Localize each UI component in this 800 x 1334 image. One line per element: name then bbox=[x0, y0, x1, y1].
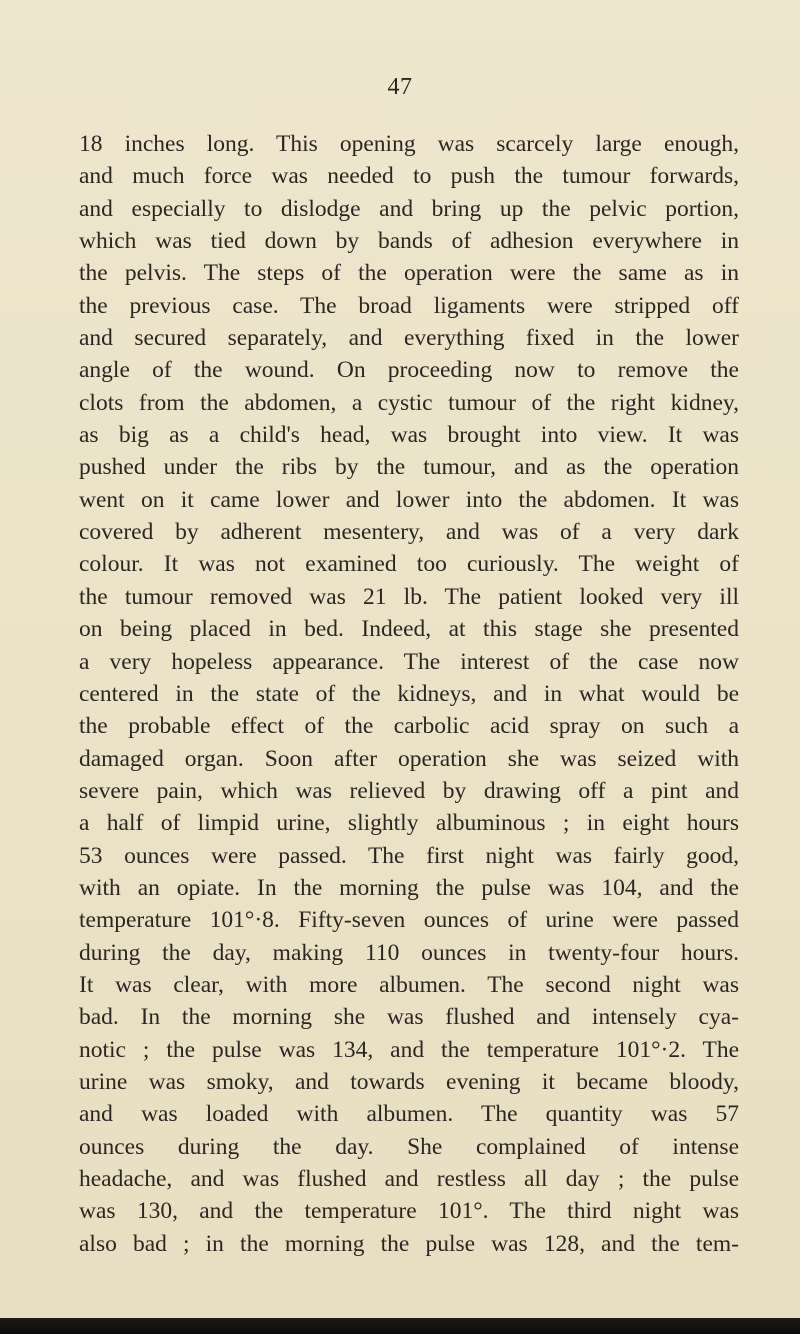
text-line: a very hopeless appearance. The interest of the case now bbox=[79, 648, 739, 675]
text-line: went on it came lower and lower into the abdomen. It was bbox=[79, 486, 739, 513]
text-line: urine was smoky, and towards evening it became bloody, bbox=[79, 1068, 739, 1095]
text-line: damaged organ. Soon after operation she was seized with bbox=[79, 745, 739, 772]
text-line: the pelvis. The steps of the operation were the same as in bbox=[79, 260, 739, 287]
text-line: centered in the state of the kidneys, and in what would be bbox=[79, 680, 739, 707]
text-line: also bad ; in the morning the pulse was 128, and the tem- bbox=[79, 1230, 739, 1257]
text-line: colour. It was not examined too curiously. The weight of bbox=[79, 551, 739, 578]
text-line: ounces during the day. She complained of intense bbox=[79, 1133, 739, 1160]
text-line: was 130, and the temperature 101°. The third night was bbox=[79, 1198, 739, 1225]
text-line: on being placed in bed. Indeed, at this stage she presented bbox=[79, 616, 739, 643]
body-text bbox=[79, 128, 739, 1260]
text-line: covered by adherent mesentery, and was of a very dark bbox=[79, 519, 739, 546]
text-line: angle of the wound. On proceeding now to remove the bbox=[79, 357, 739, 384]
text-line: during the day, making 110 ounces in twenty-four hours. bbox=[79, 939, 739, 966]
text-line: and secured separately, and everything fixed in the lower bbox=[79, 325, 739, 352]
text-line: severe pain, which was relieved by drawing off a pint and bbox=[79, 777, 739, 804]
text-line: with an opiate. In the morning the pulse was 104, and the bbox=[79, 874, 739, 901]
text-line: and was loaded with albumen. The quantity was 57 bbox=[79, 1101, 739, 1128]
text-line: and especially to dislodge and bring up the pelvic portion, bbox=[79, 195, 739, 222]
text-line: headache, and was flushed and restless all day ; the pulse bbox=[79, 1166, 739, 1192]
text-line: the probable effect of the carbolic acid spray on such a bbox=[79, 713, 739, 740]
page-bottom-edge bbox=[0, 1318, 800, 1334]
text-line: and much force was needed to push the tumour forwards, bbox=[79, 163, 739, 190]
text-line: a half of limpid urine, slightly albuminous ; in eight hours bbox=[79, 810, 739, 837]
page-number: 47 bbox=[387, 74, 413, 100]
text-line: pushed under the ribs by the tumour, and as the operation bbox=[79, 454, 739, 481]
text-line: the previous case. The broad ligaments were stripped off bbox=[79, 292, 739, 319]
text-line: 53 ounces were passed. The first night was fairly good, bbox=[79, 842, 739, 869]
text-line: bad. In the morning she was flushed and intensely cya- bbox=[79, 1004, 739, 1031]
text-line: which was tied down by bands of adhesion everywhere in bbox=[79, 228, 739, 255]
text-line: 18 inches long. This opening was scarcely large enough, bbox=[79, 131, 739, 157]
text-line: as big as a child's head, was brought into view. It was bbox=[79, 422, 739, 449]
text-line: clots from the abdomen, a cystic tumour of the right kidney, bbox=[79, 389, 739, 416]
text-line: notic ; the pulse was 134, and the temperature 101°·2. The bbox=[79, 1036, 739, 1063]
text-line: the tumour removed was 21 lb. The patient looked very ill bbox=[79, 583, 739, 610]
text-line: It was clear, with more albumen. The second night was bbox=[79, 971, 739, 998]
text-line: temperature 101°·8. Fifty-seven ounces of urine were passed bbox=[79, 907, 739, 934]
